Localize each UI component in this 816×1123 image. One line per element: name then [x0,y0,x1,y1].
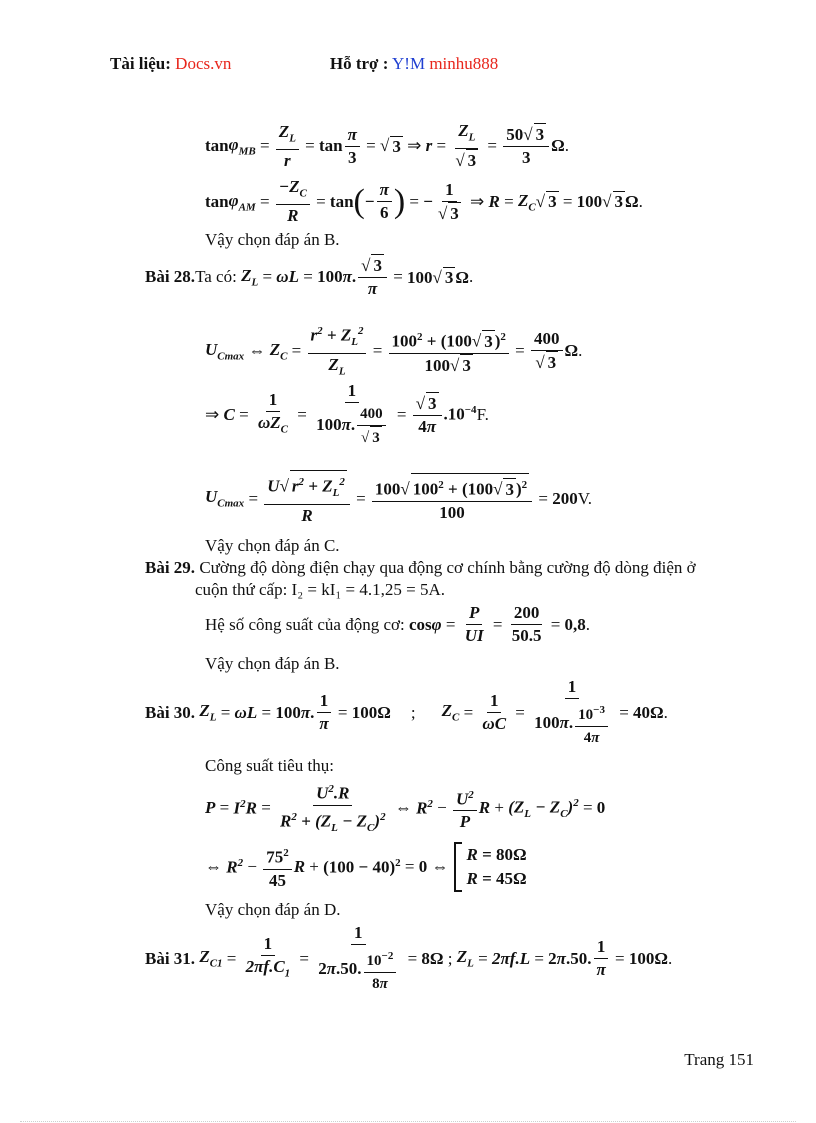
problem-30-label: Bài 30. [145,702,196,722]
support-label: Hỗ trợ : [329,54,389,73]
problem-29-text3: Hệ số công suất của động cơ: [205,614,405,634]
problem-31-line1: Bài 31. $Z_{C1}$ = $\frac{1}{2\pi f.C_1}$ = 1 2π.50. $\frac{10^{-2}}{8\pi}$ = 8Ω ; $Z_L$ = 2πf.L = 2π.50. $\frac{1}{\pi}$ = 100Ω . [145,923,673,992]
equation-power: P = $I^2R$ = $\frac{U^2.R}{R^2 + (Z_L - Z_C)^2}$ ⇔ $R^2$ − $\frac{U^2}{P}$ R + $(Z_L - Z_C)^2$ = 0 [205,778,605,839]
footer-divider [20,1121,796,1122]
problem-28-label: Bài 28. [145,267,196,286]
support-ym: Y!M [392,54,426,73]
support-user: minhu888 [429,54,499,73]
equation-quadratic: ⇔ $R^2$ − $\frac{75^2}{45}$ R + $(100 - 40)^2$ = 0 ⇔ R = 80Ω R = 45Ω [205,842,527,892]
conclusion-28: Vậy chọn đáp án C. [205,536,340,555]
problem-29-label: Bài 29. [145,558,196,577]
equation-uc-max-zc: $U_{Cmax}$ ⇔ $Z_C$ = $\frac{r^2 + Z_L^2}{Z_L}$ = $\frac{100^2 + (100√ 3 )^2}{100√ 3}$ = $\frac{400}{√ 3}$ Ω . [205,320,582,382]
problem-29-line1 [145,558,696,578]
conclusion-29: Vậy chọn đáp án B. [205,654,340,673]
doc-label: Tài liệu: [110,54,171,73]
problem-31-sep: ; [447,948,453,968]
equation-tan-mb: tan $\varphi_{MB}$ = $\frac{Z_L}{r}$ = tan $\frac{\pi}{3}$ = √ 3 ⇒ r = $\frac{Z_L}{√ 3}$ = $\frac{50√ 3}{3}$ Ω . [205,121,569,171]
problem-28-intro: Ta có: [195,267,237,286]
problem-29-text2: cuộn thứ cấp: I₂ = kI₁ = 4.1,25 = 5A. [195,580,446,599]
problem-30-line1: Bài 30. $Z_L$ = ωL = 100π. $\frac{1}{\pi}$ = 100Ω ; $Z_C$ = $\frac{1}{\omega C}$ = 1 100π. $\frac{10^{-3}}{4\pi}$ = 40Ω . [145,677,668,746]
conclusion-27: Vậy chọn đáp án B. [205,230,340,249]
problem-29-power-factor: Hệ số công suất của động cơ: cos φ = $\frac{P}{UI}$ = $\frac{200}{50.5}$ = 0,8 . [205,603,591,645]
conclusion-30: Vậy chọn đáp án D. [205,900,341,919]
equation-uc-max-value: $U_{Cmax}$ = $\frac{U√ r^2 + Z_L^2}{R}$ = $\frac{100√ 100^2 + (100√ 3 )^2}{100}$ = 200 V. [205,470,592,527]
equation-tan-am: tan $\varphi_{AM}$ = $\frac{-Z_C}{R}$ = tan ( − $\frac{\pi}{6}$ ) = − $\frac{1}{√ 3}$ ⇒ R = $Z_C$ √ 3 = 100√ 3 Ω . [205,177,643,226]
problem-29-text1: Cường độ dòng điện chạy qua động cơ chính bằng cường độ dòng điện ở [199,558,696,577]
page-header [110,54,498,74]
page-number: Trang 151 [684,1050,754,1069]
problem-30-sep: ; [410,702,416,722]
problem-28-line1: Bài 28. Ta có: $Z_L$ = ωL = 100π. $\frac{√ 3}{\pi}$ = 100√ 3 Ω . [145,256,474,298]
problem-31-label: Bài 31. [145,948,196,968]
doc-site-link[interactable]: Docs.vn [175,54,232,73]
problem-30-power-text: Công suất tiêu thụ: [205,756,334,775]
equation-c-value: ⇒ C = $\frac{1}{\omega Z_C}$ = 1 100π. $\frac{400}{√ 3}$ = $\frac{√ 3}{4\pi}$ $.10^{-4}$ F. [205,380,489,449]
